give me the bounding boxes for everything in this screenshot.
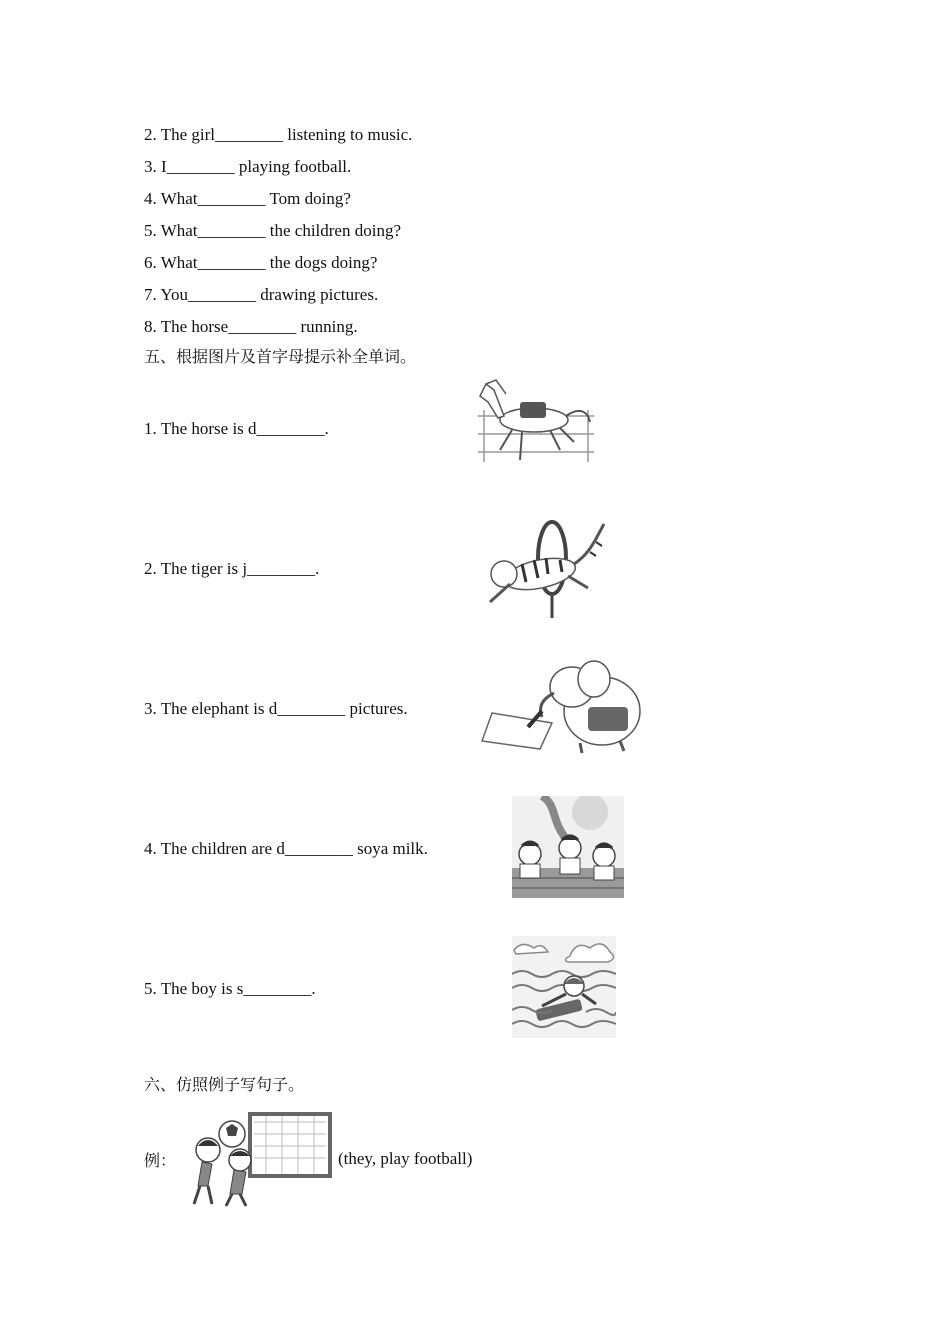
- exercise-item: 5. The boy is s________.: [144, 979, 316, 998]
- children-playing-football-illustration: [186, 1108, 334, 1208]
- section-heading: 六、仿照例子写句子。: [144, 1075, 305, 1094]
- elephant-drawing-illustration: [478, 655, 646, 755]
- children-drinking-illustration: [512, 796, 624, 898]
- exercise-item: 7. You________ drawing pictures.: [144, 285, 379, 304]
- exercise-item: 3. The elephant is d________ pictures.: [144, 699, 408, 718]
- exercise-item: 4. What________ Tom doing?: [144, 189, 351, 208]
- exercise-item: 3. I________ playing football.: [144, 157, 352, 176]
- exercise-item: 2. The tiger is j________.: [144, 559, 320, 578]
- exercise-item: 1. The horse is d________.: [144, 419, 329, 438]
- boy-swimming-illustration: [512, 936, 616, 1038]
- horse-dancing-illustration: [476, 376, 596, 472]
- example-label: 例：: [144, 1151, 177, 1170]
- exercise-item: 6. What________ the dogs doing?: [144, 253, 378, 272]
- exercise-item: 5. What________ the children doing?: [144, 221, 401, 240]
- tiger-jumping-through-hoop-illustration: [480, 518, 615, 620]
- exercise-item: 4. The children are d________ soya milk.: [144, 839, 428, 858]
- exercise-item: 8. The horse________ running.: [144, 317, 358, 336]
- section-heading: 五、根据图片及首字母提示补全单词。: [144, 347, 417, 366]
- exercise-item: 2. The girl________ listening to music.: [144, 125, 413, 144]
- example-hint: (they, play football): [338, 1149, 473, 1168]
